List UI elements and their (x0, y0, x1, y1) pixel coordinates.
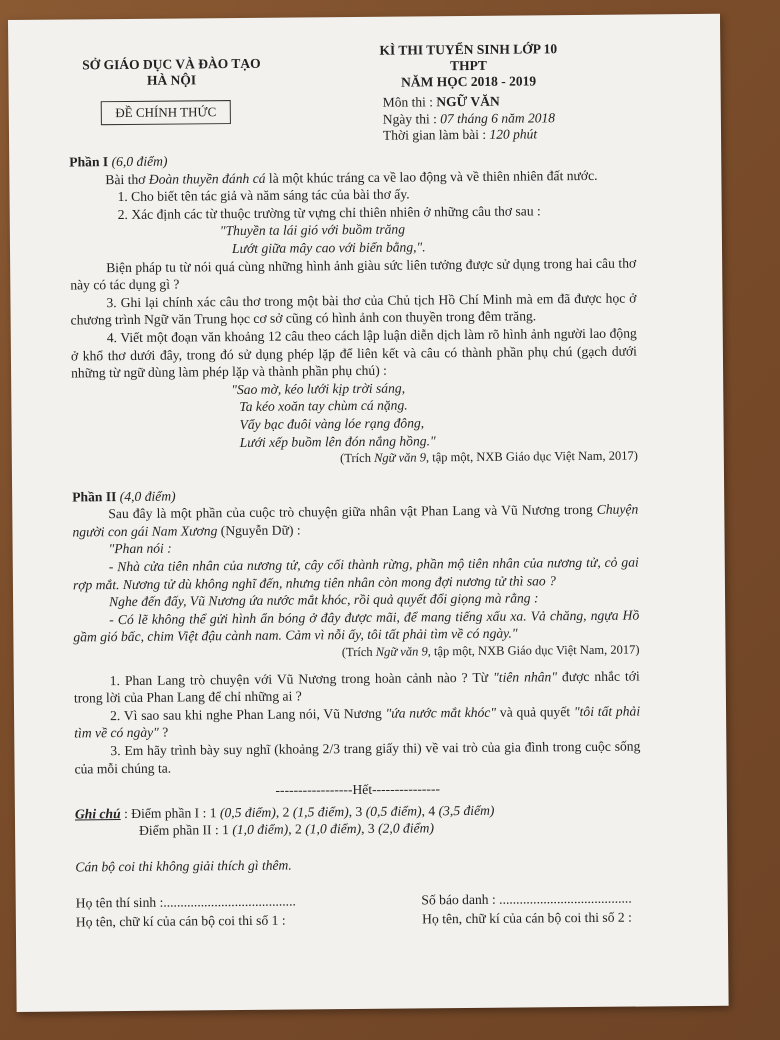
part1-stanza-line-3: Vẩy bạc đuôi vàng lóe rạng đông, (239, 415, 425, 432)
part1-intro-text-b: là một khúc tráng ca về lao động và về thiên nhiên đất nước. (265, 167, 598, 186)
part1-source-book: Ngữ văn 9 (373, 450, 427, 465)
part1-poem-title: Đoàn thuyền đánh cá (148, 170, 266, 187)
candidate-name-field: Họ tên thí sinh :....................................... (75, 893, 296, 911)
part1-points: (6,0 điểm) (111, 153, 168, 170)
signature-row-1 (76, 889, 642, 912)
part1-verse-2: Lướt giữa mây cao với biển bằng,". (231, 239, 426, 257)
part1-title: Phần I (69, 154, 109, 170)
disclaimer: Cán bộ coi thi không giải thích gì thêm. (75, 857, 292, 875)
part2-q2-text-b: và quả quyết (496, 703, 574, 720)
note2-points-1: (1,0 điểm) (232, 821, 289, 838)
note1-points-2: (1,5 điểm) (292, 803, 349, 820)
part1-source-b: , tập một, NXB Giáo dục Việt Nam, 2017) (425, 448, 638, 465)
part1-question-3: 3. Ghi lại chính xác câu thơ trong một bài thơ của Chủ tịch Hồ Chí Minh mà em đã được học ở chương trình Ngữ văn Trung học cơ sở cũng có hình ảnh con thuyền trong đêm trăng. (70, 290, 637, 328)
official-stamp-box: ĐỀ CHÍNH THỨC (101, 100, 231, 125)
subject-line (383, 93, 555, 111)
issuer-line-1: SỞ GIÁO DỤC VÀ ĐÀO TẠO (82, 55, 261, 73)
signature-row-2 (76, 909, 642, 932)
note1-points-1: (0,5 điểm) (219, 804, 276, 820)
time-line (383, 126, 555, 144)
part2-source-book: Ngữ văn 9 (375, 644, 428, 659)
note1-points-4: (3,5 điểm) (438, 802, 495, 819)
exam-meta (383, 93, 556, 144)
part1-question-4: 4. Viết một đoạn văn khoảng 12 câu theo cách lập luận diễn dịch làm rõ hình ảnh người lao động ở khổ thơ dưới đây, trong đó sử dụng phép lặp để liên kết và câu có thành phần phụ chú (gạch dưới những từ ngữ dùng làm phép lặp và thành phần phụ chú) : (70, 325, 637, 381)
part2-dialogue-4: - Có lẽ không thể gửi hình ẩn bóng ở đây được mãi, để mang tiếng xấu xa. Vả chăng, ngựa Hồ gầm gió bấc, chim Việt đậu cành nam. Cảm vì nỗi ấy, tôi tất phải tìm về có ngày." (73, 607, 640, 645)
exam-body (69, 149, 642, 932)
part1-source-a: (Trích (340, 450, 375, 466)
part2-q2-quote-1: "ứa nước mắt khóc" (385, 704, 497, 721)
part1-question-2b: Biện pháp tu từ nói quá cùng những hình ảnh giàu sức liên tưởng được sử dụng trong hai câu thơ này có tác dụng gì ? (70, 255, 637, 293)
end-marker: -----------------Hết--------------- (275, 781, 441, 798)
part2-title: Phần II (72, 488, 117, 505)
issuer-line-2: HÀ NỘI (146, 72, 197, 88)
date-label: Ngày thi : (382, 110, 441, 127)
note-label: Ghi chú (74, 805, 121, 822)
part2-q2-quote-2: "tôi tất phải tìm về có ngày" (74, 703, 641, 741)
note1-text-c: , 3 (348, 803, 366, 819)
time-label: Thời gian làm bài : (382, 126, 490, 143)
note1-text-a: : Điểm phần I : 1 (120, 804, 221, 821)
part2-q2-text-c: ? (158, 725, 169, 741)
part1-question-1: 1. Cho biết tên tác giả và năm sáng tác của bài thơ ấy. (117, 186, 410, 205)
part1-stanza-line-2: Ta kéo xoăn tay chùm cá nặng. (239, 397, 408, 415)
part2-q2-text-a: 2. Vì sao sau khi nghe Phan Lang nói, Vũ Nương (110, 705, 386, 723)
note2-points-3: (2,0 điểm) (378, 820, 435, 837)
exam-header (368, 41, 568, 91)
part1-question-2: 2. Xác định các từ thuộc trường từ vựng chỉ thiên nhiên ở những câu thơ sau : (117, 203, 541, 222)
part2-intro-text-b: (Nguyễn Dữ) : (217, 522, 301, 539)
part2-question-2 (74, 702, 640, 742)
note2-text-b: , 2 (288, 821, 306, 837)
note2-points-2: (1,0 điểm) (305, 821, 362, 837)
part2-intro (72, 501, 638, 541)
candidate-number-field: Số báo danh : ....................................... (421, 890, 632, 907)
time-value: 120 phút (489, 126, 538, 142)
date-line (383, 110, 555, 128)
subject-label: Môn thi : (382, 94, 437, 110)
proctor-1-field: Họ tên, chữ kí của cán bộ coi thi số 1 : (75, 912, 286, 930)
part2-source-a: (Trích (341, 644, 376, 660)
part2-question-3: 3. Em hãy trình bày suy nghĩ (khoảng 2/3 trang giấy thi) về vai trò của gia đình trong cuộc sống của mỗi chúng ta. (74, 738, 641, 777)
part1-verse-1: "Thuyền ta lái gió với buồm trăng (219, 221, 406, 239)
part2-q1-text-b: được nhắc tới trong lời của Phan Lang để chỉ những ai ? (73, 668, 640, 706)
part2-dialogue-3: Nghe đến đấy, Vũ Nương ứa nước mắt khóc, rồi quả quyết đổi giọng mà rằng : (109, 590, 539, 610)
part2-points: (4,0 điểm) (119, 488, 176, 504)
date-value: 07 tháng 6 năm 2018 (440, 109, 556, 126)
school-year: NĂM HỌC 2018 - 2019 (400, 73, 537, 90)
proctor-2-field: Họ tên, chữ kí của cán bộ coi thi số 2 : (422, 909, 632, 927)
part2-q1-text-a: 1. Phan Lang trò chuyện với Vũ Nương trong hoàn cảnh nào ? Từ (109, 669, 494, 688)
part2-q1-quote: "tiên nhân" (492, 668, 558, 685)
exam-title: KÌ THI TUYỂN SINH LỚP 10 THPT (379, 41, 558, 74)
note2-text-a: Điểm phần II : 1 (139, 822, 233, 839)
part1-stanza-line-4: Lưới xếp buồm lên đón nắng hồng." (239, 432, 436, 450)
exam-paper (8, 14, 729, 1012)
part2-intro-text-a: Sau đây là một phần của cuộc trò chuyện giữa nhân vật Phan Lang và Vũ Nương trong (108, 502, 597, 522)
score-note-2 (75, 818, 641, 841)
note2-text-c: , 3 (361, 821, 379, 837)
note1-text-d: , 4 (421, 803, 439, 819)
part2-source-b: , tập một, NXB Giáo dục Việt Nam, 2017) (427, 642, 640, 659)
part2-question-1 (74, 667, 640, 707)
issuer-header (76, 56, 266, 90)
part2-dialogue-2: - Nhà cửa tiên nhân của nương tử, cây cối thành rừng, phần mộ tiên nhân của nương tử, cỏ gai rợp mắt. Nương tử dù không nghĩ đến, nhưng tiên nhân còn mong đợi nương tử thì sao ? (72, 554, 639, 593)
part2-story-title: Chuyện người con gái Nam Xương (72, 501, 639, 540)
part2-dialogue-1: "Phan nói : (108, 541, 172, 557)
subject-value: NGỮ VĂN (436, 93, 500, 110)
note1-points-3: (0,5 điểm) (365, 803, 422, 819)
note1-text-b: , 2 (275, 804, 293, 820)
part1-intro-text-a: Bài thơ (105, 171, 149, 187)
part1-stanza-line-1: "Sao mờ, kéo lưới kịp trời sáng, (231, 380, 406, 397)
